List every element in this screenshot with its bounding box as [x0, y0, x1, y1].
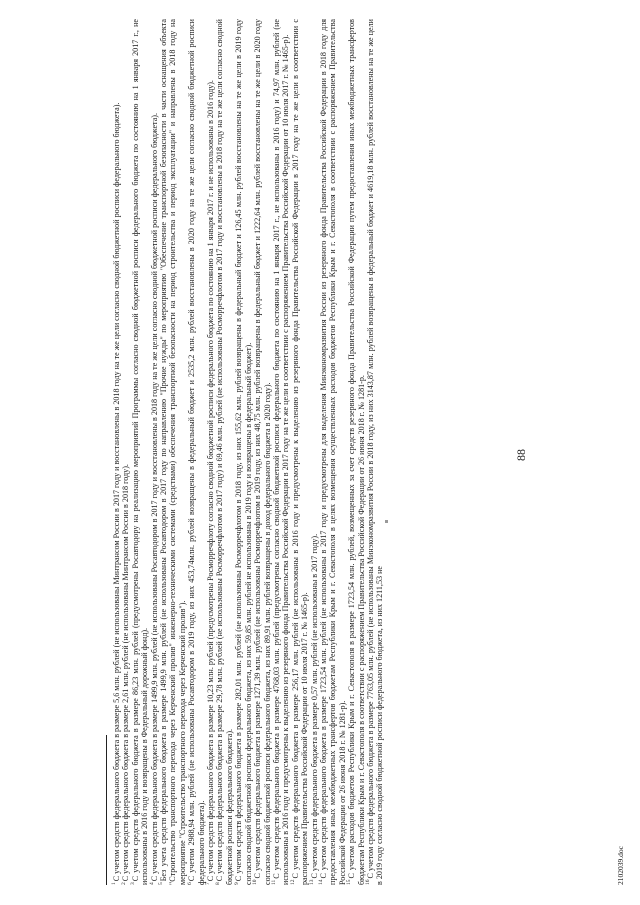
footnote-number: 13 — [308, 879, 315, 885]
footnote-6 — [187, 19, 206, 885]
footnote-text: С учетом средств федерального бюджета в размере 7763,05 млн. рублей (не использованы Минэкономразвития России в 2018 году, из них 3143,87 млн. рублей возвращены в федеральный бюджет и 4619,18 млн. рублей восстановлены на те же цели в 2019 году согласно сводной бюджетной росписи федерального бюджета, из них 1211,53 не — [365, 19, 385, 885]
footnote-5 — [159, 19, 187, 885]
footnote-number: 15 — [346, 879, 353, 885]
footnote-15 — [347, 19, 366, 885]
footnote-number: 14 — [318, 879, 325, 885]
footnote-text: С учетом средств федерального бюджета в размере 282,01 млн. рублей (не использованы Росморречфлотом в 2018 году, из них 155,62 млн. рублей возвращены в федеральный бюджет и 126,45 млн. рублей восстановлены на те же цели в 2019 году согласно сводной бюджетной росписи федерального бюджета, из них 59,85 млн. рублей не использованы в 2019 году и возвращены в федеральный бюджет). — [234, 19, 253, 885]
footnote-number: 16 — [365, 879, 372, 885]
footnote-text: С учетом средств федерального бюджета в размере 4768,03 млн. рублей (предусмотрены согласно сводной бюджетной росписи федерального бюджета по состоянию на 1 января 2017 г., не использованы в 2016 году) и 74,97 млн. рублей (не использованы в 2016 году и предусмотрены к выделению из резервного фонда Правительства Российской Федерации в 2017 году на те же цели в соответствии с распоряжением Правительства Российской Федерации от 10 июля 2017 г. № 1465-р). — [271, 19, 291, 885]
scan-artifact — [385, 520, 388, 523]
footnote-number: 2 — [120, 882, 127, 885]
document-code: 2102039.doc — [616, 846, 625, 885]
footnote-text: С учетом средств федерального бюджета в размере 2,61 млн. рублей (не использованы Минтрансом России в 2018 году). — [121, 464, 131, 882]
page-number: 88 — [514, 449, 528, 461]
footnote-4 — [150, 19, 159, 885]
footnote-number: 1 — [111, 882, 118, 885]
footnote-number: 9 — [233, 882, 240, 885]
footnote-text: С учетом средств федерального бюджета в размере 10,23 млн. рублей (предусмотрены Росморречфлоту согласно сводной бюджетной росписи федерального бюджета по состоянию на 1 января 2017 г. и не использованы в 2016 году). — [206, 80, 216, 882]
footnote-text: С учетом средств федерального бюджета в размере 5,6 млн. рублей (не использованы Минтрансом России в 2017 году и восстановлены в 2018 году на те же цели согласно сводной бюджетной росписи федерального бюджета). — [112, 102, 121, 882]
footnote-12 — [291, 19, 310, 885]
footnote-text: С учетом средств федерального бюджета в размере 86,23 млн. рублей (предусмотрены Росавтодору на реализацию мероприятий Программы согласно сводной бюджетной росписи федерального бюджета по состоянию на 1 января 2017 г., не использованы в 2016 году и возвращены в Федеральный дорожный фонд). — [130, 19, 150, 885]
footnote-text: С учетом средств федерального бюджета в размере 256,17 млн. рублей (не использованы в 2016 году и предусмотрены к выделению из резервного фонда Правительства Российской Федерации в 2017 году на те же цели в соответствии с распоряжением Правительства Российской Федерации от 10 июля 2017 г. № 1465-р). — [290, 19, 310, 885]
footnote-text: С учетом средств федерального бюджета в размере 1723,54 млн. рублей (не использованы в 2017 году и предусмотрены для выделения Минэкономразвития России из резервного фонда Правительства Российской Федерации в 2018 году для предоставления иных межбюджетных трансфертов бюджетам Республики Крым и г. Севастополя в целях возмещения осуществленных расходов бюджетов Республики Крым и г. Севастополя в соответствии с распоряжением Правительства Российской Федерации от 26 июня 2018 г. № 1281-р). — [318, 19, 347, 885]
footnote-2 — [121, 19, 130, 885]
footnote-1 — [112, 19, 121, 885]
footnote-text: С учетом расходов бюджетов Республики Крым и г. Севастополя в размере 1723,54 млн. рублей, возмещенных за счет средств резервного фонда Правительства Российской Федерации путем предоставления иных межбюджетных трансфертов бюджетам Республики Крым и г. Севастополя в соответствии с распоряжением Правительства Российской Федерации от 26 июня 2018 г. № 1281-р. — [347, 19, 366, 885]
footnote-number: 11 — [271, 879, 278, 885]
footnote-separator — [106, 735, 107, 885]
footnote-text: Без учета средств федерального бюджета в размере 1499,9 млн. рублей (не использованы Росавтодором в 2017 году по направлению "Прочие нужды" по мероприятию "Обеспечение транспортной безопасности в части оснащения объекта "Строительство транспортного перехода через Керченский пролив" инженерно-техническими системами (средствами) обеспечения транспортной безопасности на период строительства и период эксплуатации" и направлены в 2018 году на мероприятие "Строительство транспортного перехода через Керченский пролив"). — [159, 19, 187, 885]
footnote-number: 7 — [205, 882, 212, 885]
footnote-text: С учетом средств федерального бюджета в размере 0,57 млн. рублей (не использованы в 2017 году). — [309, 533, 319, 879]
footnote-text: С учетом средств федерального бюджета в размере 1499,9 млн. рублей (не использованы Росавтодором в 2017 году и восстановлены в 2018 году на те же цели согласно сводной бюджетной росписи федерального бюджета). — [149, 112, 159, 882]
footnote-number: 10 — [252, 879, 259, 885]
footnote-number: 8 — [214, 882, 221, 885]
footnote-text: С учетом 2988,94 млн. рублей (не использованы Росавтодором в 2019 году, из них 453,74млн. рублей возвращены в федеральный бюджет и 2535,2 млн. рублей восстановлены в 2020 году на те же цели согласно сводной бюджетной росписи федерального бюджета). — [187, 19, 206, 885]
footnote-3 — [131, 19, 150, 885]
footnote-11 — [272, 19, 291, 885]
footnote-8 — [215, 19, 234, 885]
footnote-number: 5 — [158, 882, 165, 885]
footnote-text: С учетом средств федерального бюджета в размере 29,78 млн. рублей (не использованы Росморречфлотом в 2017 году) и 69,46 млн. рублей (не использованы Росморречфлотом в 2017 году и восстановлены в 2018 году на те же цели согласно сводной бюджетной росписи федерального бюджета). — [215, 19, 234, 885]
footnote-number: 12 — [290, 879, 297, 885]
footnote-text: С учетом средств федерального бюджета в размере 1271,39 млн. рублей (не использованы Росморречфлотом в 2019 году, из них 48,75 млн. рублей возвращены в федеральный бюджет и 1222,64 млн. рублей восстановлены на те же цели в 2020 году согласно сводной бюджетной росписи федерального бюджета, из них 89,91 млн. рублей возвращены в доход федерального бюджета в 2020 году). — [253, 19, 272, 885]
footnotes-list — [112, 19, 385, 885]
footnote-number: 4 — [148, 882, 155, 885]
footnote-10 — [253, 19, 272, 885]
footnote-16 — [366, 19, 385, 885]
footnote-9 — [234, 19, 253, 885]
footnote-13 — [310, 19, 319, 885]
footnote-number: 3 — [130, 882, 137, 885]
footnote-number: 6 — [186, 882, 193, 885]
footnote-14 — [319, 19, 347, 885]
